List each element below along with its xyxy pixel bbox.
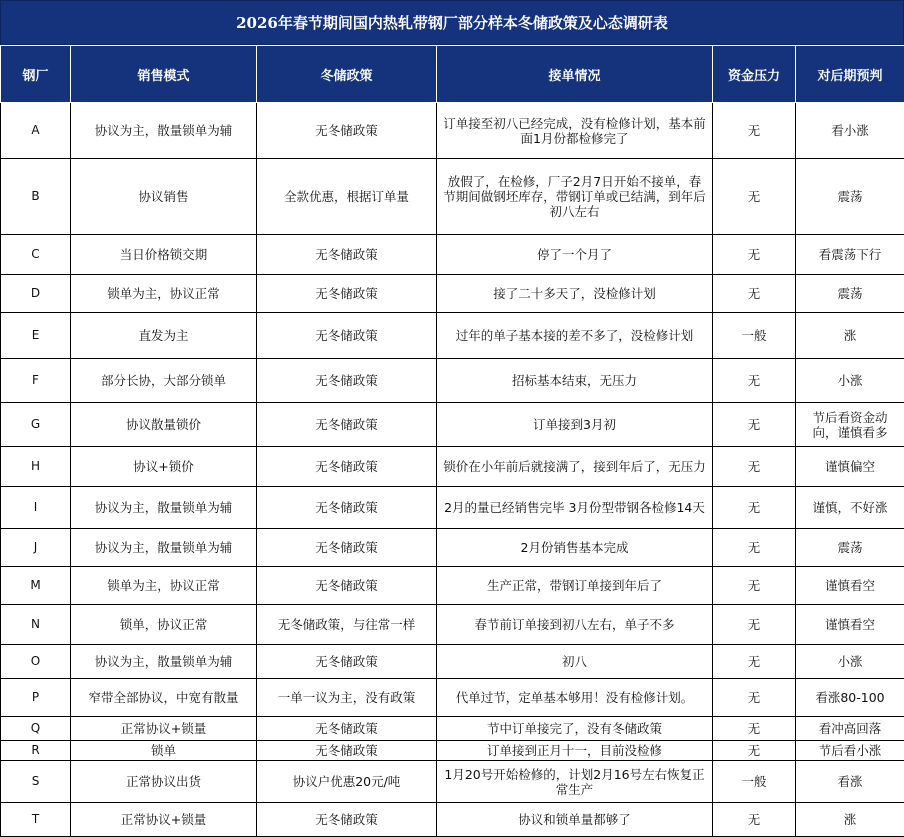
mill-cell: O: [1, 645, 71, 679]
mill-cell: E: [1, 313, 71, 359]
winter-policy-cell: 无冬储政策，与往常一样: [257, 605, 437, 645]
sales-mode-cell: 协议销售: [71, 159, 257, 235]
orders-cell: 2月份销售基本完成: [437, 529, 713, 567]
winter-policy-cell: 协议户优惠20元/吨: [257, 761, 437, 803]
sales-mode-cell: 直发为主: [71, 313, 257, 359]
outlook-cell: 谨慎，不好涨: [796, 487, 904, 529]
mill-cell: F: [1, 359, 71, 403]
winter-policy-cell: 无冬储政策: [257, 313, 437, 359]
capital-pressure-cell: 无: [713, 605, 796, 645]
sales-mode-cell: 锁单为主，协议正常: [71, 567, 257, 605]
sales-mode-cell: 锁单: [71, 741, 257, 761]
outlook-cell: 震荡: [796, 159, 904, 235]
survey-table: [0, 45, 904, 837]
column-header-orders: 接单情况: [437, 46, 713, 103]
table-row: [1, 159, 904, 235]
orders-cell: 停了一个月了: [437, 235, 713, 275]
outlook-cell: 看涨80-100: [796, 679, 904, 717]
winter-policy-cell: 无冬储政策: [257, 567, 437, 605]
sales-mode-cell: 协议+锁价: [71, 447, 257, 487]
mill-cell: R: [1, 741, 71, 761]
mill-cell: P: [1, 679, 71, 717]
outlook-cell: 看小涨: [796, 103, 904, 159]
column-header-winter-policy: 冬储政策: [257, 46, 437, 103]
capital-pressure-cell: 无: [713, 159, 796, 235]
winter-policy-cell: 无冬储政策: [257, 403, 437, 447]
capital-pressure-cell: 无: [713, 529, 796, 567]
sales-mode-cell: 部分长协，大部分锁单: [71, 359, 257, 403]
orders-cell: 接了二十多天了，没检修计划: [437, 275, 713, 313]
table-row: [1, 275, 904, 313]
table-row: [1, 567, 904, 605]
outlook-cell: 涨: [796, 313, 904, 359]
mill-cell: B: [1, 159, 71, 235]
column-header-mill: 钢厂: [1, 46, 71, 103]
capital-pressure-cell: 无: [713, 741, 796, 761]
winter-policy-cell: 无冬储政策: [257, 741, 437, 761]
column-header-capital-pressure: 资金压力: [713, 46, 796, 103]
mill-cell: J: [1, 529, 71, 567]
table-row: [1, 235, 904, 275]
mill-cell: Q: [1, 717, 71, 741]
capital-pressure-cell: 无: [713, 235, 796, 275]
orders-cell: 初八: [437, 645, 713, 679]
sales-mode-cell: 协议为主，散量锁单为辅: [71, 103, 257, 159]
table-row: [1, 103, 904, 159]
orders-cell: 订单接到3月初: [437, 403, 713, 447]
orders-cell: 代单过节，定单基本够用！没有检修计划。: [437, 679, 713, 717]
table-row: [1, 487, 904, 529]
capital-pressure-cell: 一般: [713, 313, 796, 359]
outlook-cell: 震荡: [796, 275, 904, 313]
table-row: [1, 403, 904, 447]
table-body: [1, 103, 904, 837]
capital-pressure-cell: 无: [713, 645, 796, 679]
table-row: [1, 359, 904, 403]
table-row: [1, 645, 904, 679]
mill-cell: H: [1, 447, 71, 487]
outlook-cell: 涨: [796, 803, 904, 837]
table-row: [1, 803, 904, 837]
table-row: [1, 717, 904, 741]
column-header-outlook: 对后期预判: [796, 46, 904, 103]
capital-pressure-cell: 无: [713, 679, 796, 717]
mill-cell: G: [1, 403, 71, 447]
outlook-cell: 震荡: [796, 529, 904, 567]
winter-policy-cell: 无冬储政策: [257, 487, 437, 529]
winter-policy-cell: 无冬储政策: [257, 529, 437, 567]
orders-cell: 协议和锁单量都够了: [437, 803, 713, 837]
sales-mode-cell: 正常协议出货: [71, 761, 257, 803]
orders-cell: 招标基本结束，无压力: [437, 359, 713, 403]
mill-cell: M: [1, 567, 71, 605]
orders-cell: 2月的量已经销售完毕 3月份型带钢各检修14天: [437, 487, 713, 529]
sales-mode-cell: 锁单为主，协议正常: [71, 275, 257, 313]
orders-cell: 订单接至初八已经完成，没有检修计划，基本前面1月份都检修完了: [437, 103, 713, 159]
orders-cell: 订单接到正月十一，目前没检修: [437, 741, 713, 761]
winter-policy-cell: 无冬储政策: [257, 235, 437, 275]
outlook-cell: 看冲高回落: [796, 717, 904, 741]
outlook-cell: 小涨: [796, 359, 904, 403]
capital-pressure-cell: 无: [713, 803, 796, 837]
sales-mode-cell: 锁单，协议正常: [71, 605, 257, 645]
outlook-cell: 谨慎偏空: [796, 447, 904, 487]
capital-pressure-cell: 一般: [713, 761, 796, 803]
table-title: 2026年春节期间国内热轧带钢厂部分样本冬储政策及心态调研表: [0, 0, 904, 45]
mill-cell: T: [1, 803, 71, 837]
capital-pressure-cell: 无: [713, 403, 796, 447]
winter-policy-cell: 无冬储政策: [257, 447, 437, 487]
orders-cell: 节中订单接完了，没有冬储政策: [437, 717, 713, 741]
table-row: [1, 679, 904, 717]
table-row: [1, 529, 904, 567]
table-row: [1, 313, 904, 359]
table-row: [1, 741, 904, 761]
capital-pressure-cell: 无: [713, 359, 796, 403]
header-row: [1, 46, 904, 103]
capital-pressure-cell: 无: [713, 447, 796, 487]
column-header-sales-mode: 销售模式: [71, 46, 257, 103]
capital-pressure-cell: 无: [713, 487, 796, 529]
outlook-cell: 谨慎看空: [796, 605, 904, 645]
orders-cell: 1月20号开始检修的，计划2月16号左右恢复正常生产: [437, 761, 713, 803]
table-row: [1, 605, 904, 645]
sales-mode-cell: 当日价格锁交期: [71, 235, 257, 275]
winter-policy-cell: 一单一议为主，没有政策: [257, 679, 437, 717]
mill-cell: S: [1, 761, 71, 803]
capital-pressure-cell: 无: [713, 275, 796, 313]
capital-pressure-cell: 无: [713, 567, 796, 605]
orders-cell: 放假了，在检修，厂子2月7日开始不接单，春节期间做钢坯库存，带钢订单或已结满，到年后初八左右: [437, 159, 713, 235]
winter-policy-cell: 全款优惠，根据订单量: [257, 159, 437, 235]
outlook-cell: 小涨: [796, 645, 904, 679]
sales-mode-cell: 正常协议+锁量: [71, 717, 257, 741]
orders-cell: 生产正常，带钢订单接到年后了: [437, 567, 713, 605]
sales-mode-cell: 正常协议+锁量: [71, 803, 257, 837]
capital-pressure-cell: 无: [713, 103, 796, 159]
sales-mode-cell: 协议为主，散量锁单为辅: [71, 529, 257, 567]
outlook-cell: 节后看资金动向，谨慎看多: [796, 403, 904, 447]
mill-cell: I: [1, 487, 71, 529]
winter-policy-cell: 无冬储政策: [257, 645, 437, 679]
outlook-cell: 看震荡下行: [796, 235, 904, 275]
orders-cell: 过年的单子基本接的差不多了，没检修计划: [437, 313, 713, 359]
mill-cell: N: [1, 605, 71, 645]
orders-cell: 锁价在小年前后就接满了，接到年后了，无压力: [437, 447, 713, 487]
outlook-cell: 节后看小涨: [796, 741, 904, 761]
orders-cell: 春节前订单接到初八左右，单子不多: [437, 605, 713, 645]
mill-cell: D: [1, 275, 71, 313]
winter-policy-cell: 无冬储政策: [257, 717, 437, 741]
outlook-cell: 谨慎看空: [796, 567, 904, 605]
winter-policy-cell: 无冬储政策: [257, 803, 437, 837]
sales-mode-cell: 协议散量锁价: [71, 403, 257, 447]
sales-mode-cell: 窄带全部协议，中宽有散量: [71, 679, 257, 717]
winter-policy-cell: 无冬储政策: [257, 359, 437, 403]
sales-mode-cell: 协议为主，散量锁单为辅: [71, 487, 257, 529]
table-row: [1, 761, 904, 803]
outlook-cell: 看涨: [796, 761, 904, 803]
mill-cell: C: [1, 235, 71, 275]
mill-cell: A: [1, 103, 71, 159]
table-row: [1, 447, 904, 487]
winter-policy-cell: 无冬储政策: [257, 103, 437, 159]
sales-mode-cell: 协议为主，散量锁单为辅: [71, 645, 257, 679]
capital-pressure-cell: 无: [713, 717, 796, 741]
winter-policy-cell: 无冬储政策: [257, 275, 437, 313]
